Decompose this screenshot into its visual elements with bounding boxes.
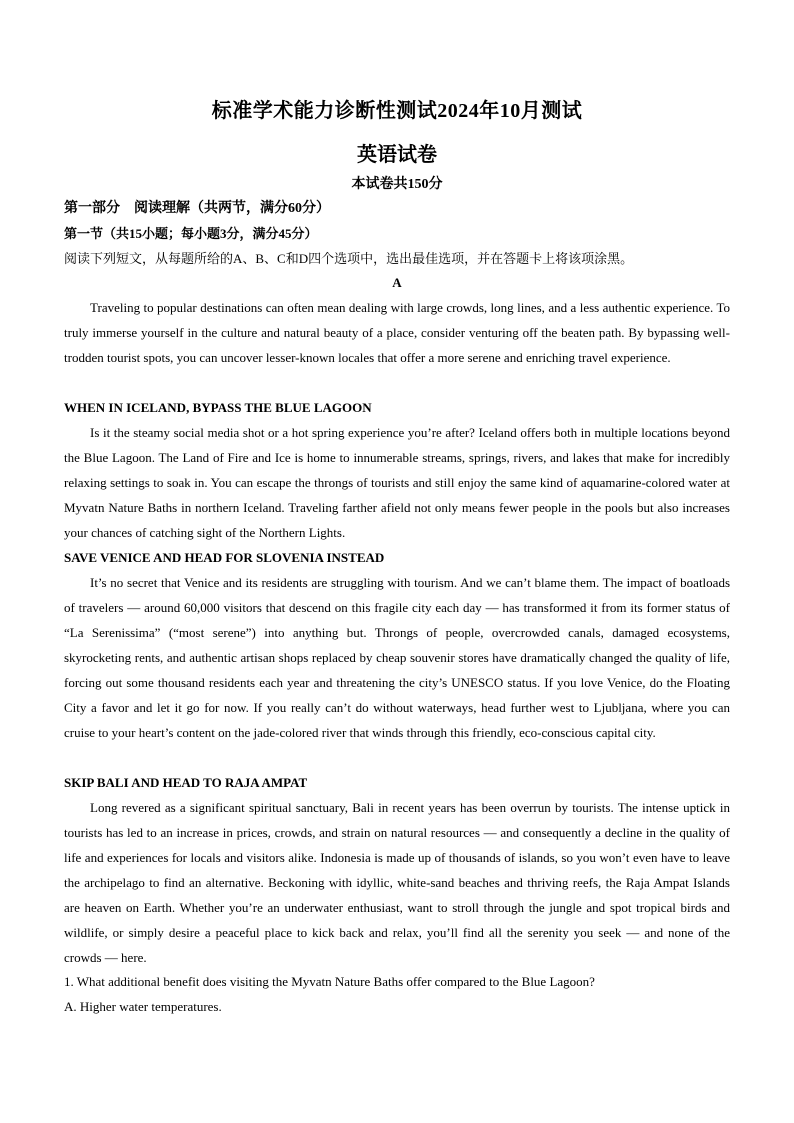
section-heading-bali: SKIP BALI AND HEAD TO RAJA AMPAT (64, 775, 308, 790)
exam-title: 标准学术能力诊断性测试2024年10月测试 (211, 100, 583, 122)
total-score: 本试卷共150分 (351, 177, 443, 192)
section-text-venice: It’s no secret that Venice and its residents are struggling with tourism. And we can’t blame them. The impact of boatloads of travelers — around 60,000 visitors that descend on this fragile city each day — has transformed it from its former status of “La Serenissima” (“most serene”) into anything but. Throngs of people, overcrowded canals, damaged ecosystems, skyrocketing rents, and authentic artisan shops replaced by cheap souvenir stores have dramatically changed the quality of life, forcing out some thousand residents each year and threatening the city’s UNESCO status. If you love Venice, do the Floating City a favor and let it go for now. If you really can’t do without waterways, head further west to Ljubljana, where you can cruise to your heart’s content on the jade-colored river that winds through this friendly, eco-conscious capital city. (64, 575, 730, 740)
part-title: 第一部分 阅读理解（共两节，满分60分） (64, 201, 330, 216)
section-text-iceland: Is it the steamy social media shot or a hot spring experience you’re after? Iceland offers both in multiple locations beyond the Blue Lagoon. The Land of Fire and Ice is home to innumerable streams, springs, rivers, and lakes that make for incredibly relaxing settings to soak in. You can escape the throngs of tourists and still enjoy the same kind of aquamarine-colored water at Myvatn Nature Baths in northern Iceland. Traveling farther afield not only means fewer people in the pools but also increases your chances of catching sight of the Northern Lights. (64, 425, 730, 540)
section-title: 第一节（共15小题；每小题3分，满分45分） (64, 226, 318, 241)
section-text-bali: Long revered as a significant spiritual sanctuary, Bali in recent years has been overrun by tourists. The intense uptick in tourists has led to an increase in prices, crowds, and strain on natural resources — and consequently a decline in the quality of life and experiences for locals and visitors alike. Indonesia is made up of thousands of islands, so you won’t even have to leave the archipelago to find an alternative. Beckoning with idyllic, white-sand beaches and thriving reefs, the Raja Ampat Islands are heaven on Earth. Whether you’re an underwater enthusiast, want to stroll through the jungle and spot tropical birds and wildlife, or simply desire a peaceful place to kick back and relax, you’ll find all the serenity you seek — and none of the crowds — here. (64, 800, 730, 965)
exam-subtitle: 英语试卷 (357, 144, 437, 166)
question-1-stem: 1. What additional benefit does visiting the Myvatn Nature Baths offer compared to the Blue Lagoon? (64, 974, 595, 989)
instructions: 阅读下列短文，从每题所给的A、B、C和D四个选项中，选出最佳选项，并在答题卡上将该项涂黑。 (64, 251, 634, 266)
section-heading-iceland: WHEN IN ICELAND, BYPASS THE BLUE LAGOON (64, 400, 372, 415)
passage-label: A (392, 275, 402, 290)
passage-intro: Traveling to popular destinations can often mean dealing with large crowds, long lines, and a less authentic experience. To truly immerse yourself in the culture and natural beauty of a place, consider venturing off the beaten path. By bypassing well-trodden tourist spots, you can uncover lesser-known locales that offer a more serene and enriching travel experience. (64, 300, 730, 365)
section-heading-venice: SAVE VENICE AND HEAD FOR SLOVENIA INSTEAD (64, 550, 385, 565)
question-1-option-a: A. Higher water temperatures. (64, 999, 222, 1014)
